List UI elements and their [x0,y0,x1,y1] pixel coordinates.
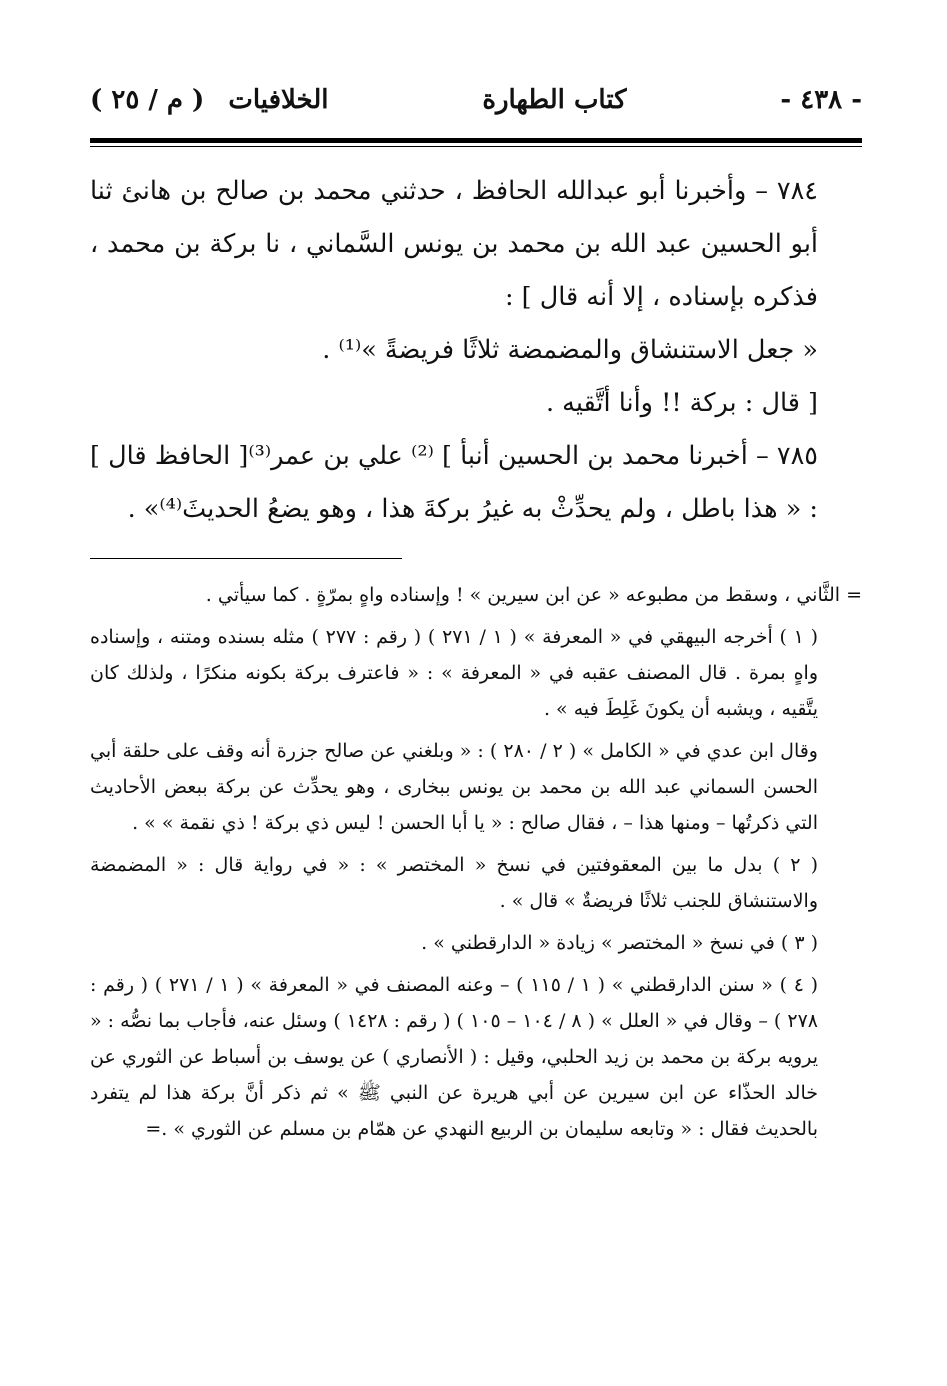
page-number: - ٤٣٨ - [780,85,862,115]
footnote-1: ( ١ ) أخرجه البيهقي في « المعرفة » ( ١ / ٢٧١ ) ( رقم : ٢٧٧ ) مثله بسنده ومتنه ، وإسناده واهٍ بمرة . قال المصنف عقبه في « المعرفة » : « فاعترف بركة بكونه منكرًا ، ولذلك كان يتَّقيه ، ويشبه أن يكونَ غَلِطَ فيه » . [90,626,819,720]
book-info [90,78,328,122]
footnote-continuation: = الثَّاني ، وسقط من مطبوعه « عن ابن سيرين » ! وإسناده واهٍ بمرّةٍ . كما سيأتي . [205,584,862,606]
footnote-1-cont: وقال ابن عدي في « الكامل » ( ٢ / ٢٨٠ ) : « وبلغني عن صالح جزرة أنه وقف على حلقة أبي الحسن السماني عبد الله بن محمد بن يونس ببخارى ، وهو يحدِّث عن بركة ببعض الأحاديث التي ذكرتُها – ومنها هذا – ، فقال صالح : « يا أبا الحسن ! ليس ذي بركة ! ذي نقمة » » . [90,740,819,834]
book-title: الخلافيات [228,85,329,115]
footnote-4: ( ٤ ) « سنن الدارقطني » ( ١ / ١١٥ ) – وعنه المصنف في « المعرفة » ( ١ / ٢٧١ ) ( رقم : ٢٧٨ ) – وقال في « العلل » ( ٨ / ١٠٤ – ١٠٥ ) ( رقم : ١٤٢٨ ) وسئل عنه، فأجاب بما نصُّه : « يرويه بركة بن محمد بن زيد الحلبي، وقيل : ( الأنصاري ) عن يوسف بن أسباط عن الثوري عن خالد الحذّاء عن ابن سيرين عن أبي هريرة عن النبي ﷺ » ثم ذكر أنَّ بركة هذا لم يتفرد بالحديث فقال : « وتابعه سليمان بن الربيع النهدي عن همّام بن مسلم عن الثوري » .= [90,974,819,1140]
hadith-quote: « جعل الاستنشاق والمضمضة ثلاثًا فريضةً »⁽¹⁾ . [322,335,818,365]
book-page [90,78,862,1153]
footnote-3: ( ٣ ) في نسخ « المختصر » زيادة « الدارقطني » . [421,932,818,954]
main-text [90,165,862,536]
comment-line: [ قال : بركة !! وأنا أتَّقيه . [545,388,818,418]
footnotes [90,577,862,1147]
chapter-title: كتاب الطهارة [482,85,627,115]
running-header [90,78,862,122]
footnote-separator [90,558,402,559]
hadith-785: ٧٨٥ – أخبرنا محمد بن الحسين أنبأ ] ⁽²⁾ علي بن عمر⁽³⁾[ الحافظ قال ] : « هذا باطل ، ولم يحدِّثْ به غيرُ بركةَ هذا ، وهو يضعُ الحديثَ⁽⁴⁾» . [90,441,818,524]
hadith-784: ٧٨٤ – وأخبرنا أبو عبدالله الحافظ ، حدثني محمد بن صالح بن هانئ ثنا أبو الحسين عبد الله بن محمد بن يونس السَّماني ، نا بركة بن محمد ، فذكره بإسناده ، إلا أنه قال ] : [90,176,818,312]
header-rule-thick [90,138,862,143]
header-rule-thin [90,146,862,147]
footnote-2: ( ٢ ) بدل ما بين المعقوفتين في نسخ « المختصر » : « في رواية قال : « المضمضة والاستنشاق للجنب ثلاثًا فريضةٌ » قال » . [90,854,818,912]
volume-tag: ( م / ٢٥ ) [90,85,205,115]
